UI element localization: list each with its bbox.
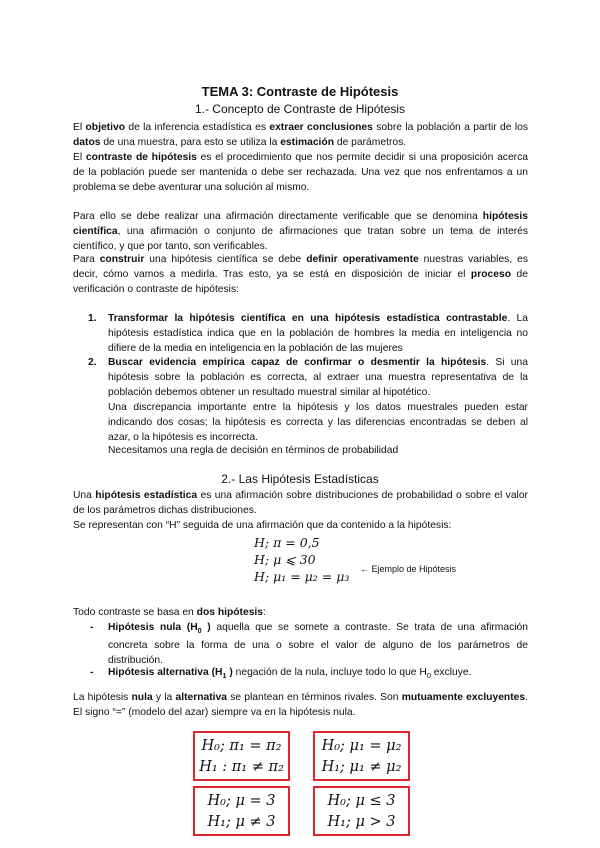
s1-paragraph-3: Para ello se debe realizar una afirmación directamente verificable que se denomina hipótesis científica, una afirmación o conjunto de afirmaciones que tratan sobre un tema de interés científico, y que por tanto, son verificables. (73, 211, 528, 252)
list-number-2: 2. (88, 357, 97, 368)
box2-null: H₀; μ₁ = μ₂ (321, 738, 402, 754)
s1-paragraph-4: Para construir una hipótesis científica se debe definir operativamente nuestras variables, es decir, cómo vamos a medirla. Tras esto, ya se está en disposición de iniciar el proceso de verificación o contraste de hipótesis: (73, 254, 528, 295)
box3-alt: H₁; μ ≠ 3 (207, 814, 276, 830)
example-hypothesis-2: H; μ ⩽ 30 (254, 552, 316, 567)
s1-paragraph-2: El contraste de hipótesis es el procedimiento que nos permite decidir si una proposición acerca de la población puede ser mantenida o debe ser rechazada. Una vez que nos enfrentamos a un problema se debe aventurar una solución al mismo. (73, 152, 528, 193)
s2-paragraph-4: La hipótesis nula y la alternativa se plantean en términos rivales. Son mutuamente excluyentes. El signo “=” (modelo del azar) siempre va en la hipótesis nula. (73, 692, 528, 718)
hypothesis-box-3 (193, 786, 290, 836)
page-title: TEMA 3: Contraste de Hipótesis (201, 84, 399, 99)
s2-paragraph-1: Una hipótesis estadística es una afirmación sobre distribuciones de probabilidad o sobre el valor de los parámetros dichas distribuciones. (73, 490, 528, 516)
example-note: ← Ejemplo de Hipótesis (360, 564, 457, 574)
list-item-1: Transformar la hipótesis científica en una hipótesis estadística contrastable. La hipótesis estadística indica que en la población de hombres la media en inteligencia no difiere de la media en inteligencia en la población de las mujeres (108, 313, 528, 354)
box4-alt: H₁; μ > 3 (327, 814, 396, 830)
list-item-2-continued: Una discrepancia importante entre la hipótesis y los datos muestrales pueden estar indicando dos cosas; la hipótesis es correcta y las diferencias encontradas se deben al azar, o la hipótesis es incorrecta. (108, 402, 528, 443)
box2-alt: H₁; μ₁ ≠ μ₂ (321, 759, 402, 775)
s2-paragraph-3: Todo contraste se basa en dos hipótesis: (73, 607, 266, 618)
section1-heading: 1.- Concepto de Contraste de Hipótesis (194, 102, 406, 116)
s2-paragraph-2: Se representan con “H” seguida de una afirmación que da contenido a la hipótesis: (73, 520, 452, 531)
hypothesis-box-2 (313, 731, 410, 781)
example-hypothesis-1: H; π = 0,5 (254, 535, 320, 550)
box4-null: H₀; μ ≤ 3 (327, 793, 396, 809)
box1-alt: H₁ : π₁ ≠ π₂ (199, 759, 284, 775)
list-item-2: Buscar evidencia empírica capaz de confirmar o desmentir la hipótesis. Si una hipótesis sobre la población es correcta, al extraer una muestra representativa de la población debemos obtener un resultado muestral similar al hipotético. (108, 357, 528, 398)
alt-hypothesis-item: Hipótesis alternativa ($H_1$ ) negación de la nula, incluye todo lo que $H_0$ excluye. (108, 667, 472, 681)
hypothesis-box-4 (313, 786, 410, 836)
list-number-1: 1. (88, 313, 97, 324)
bullet-dash-null: - (90, 622, 94, 633)
hypothesis-box-1 (193, 731, 290, 781)
list-item-2-note: Necesitamos una regla de decisión en términos de probabilidad (108, 445, 399, 456)
example-hypothesis-3: H; μ₁ = μ₂ = μ₃ (254, 569, 350, 584)
null-hypothesis-item: Hipótesis nula ($H_0$ ) aquella que se somete a contraste. Se trata de una afirmación concreta sobre la forma de una o sobre el valor de alguno de los parámetros de distribución. (108, 622, 528, 667)
box3-null: H₀; μ = 3 (207, 793, 276, 809)
box1-null: H₀; π₁ = π₂ (201, 738, 282, 754)
s1-paragraph-1: El objetivo de la inferencia estadística es extraer conclusiones sobre la población a partir de los datos de una muestra, para esto se utiliza la estimación de parámetros. (73, 122, 528, 148)
section2-heading: 2.- Las Hipótesis Estadísticas (221, 472, 379, 486)
bullet-dash-alt: - (90, 667, 94, 678)
